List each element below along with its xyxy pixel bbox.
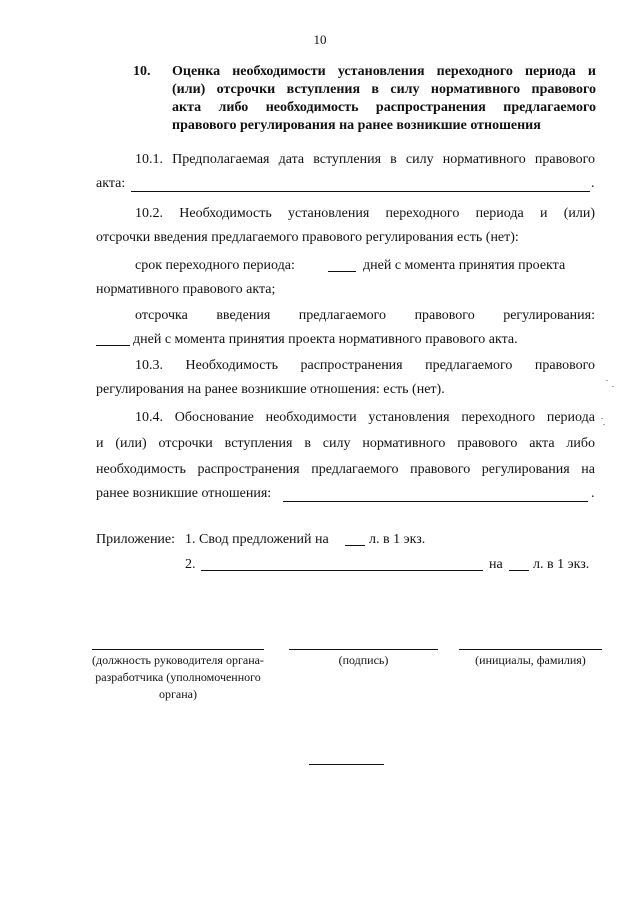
name-caption: (инициалы, фамилия) bbox=[475, 653, 586, 667]
closing-separator bbox=[309, 764, 384, 765]
section-heading-line-1: Оценка необходимости установления переходного периода и bbox=[172, 64, 596, 79]
page-number: 10 bbox=[313, 32, 327, 47]
justification-field-line[interactable] bbox=[283, 501, 588, 502]
attachment-item-2-pages-field[interactable] bbox=[509, 570, 529, 571]
date-field-line[interactable] bbox=[131, 191, 590, 192]
p102-line-1: 10.2. Необходимость установления переходного периода и (или) bbox=[135, 206, 595, 221]
transition-line-2: нормативного правового акта; bbox=[96, 282, 276, 297]
scan-speck bbox=[612, 386, 614, 387]
section-number: 10. bbox=[133, 64, 151, 79]
p104-end: . bbox=[591, 486, 595, 501]
transition-prefix: срок переходного периода: bbox=[135, 258, 295, 273]
signature-caption: (подпись) bbox=[338, 653, 389, 667]
position-caption: (должность руководителя органа-разработчика (уполномоченного органа) bbox=[92, 653, 264, 701]
position-signature-line[interactable] bbox=[92, 649, 264, 650]
p102-line-2: отсрочки введения предлагаемого правового регулирования есть (нет): bbox=[96, 230, 519, 245]
p104-line-2: и (или) отсрочки вступления в силу нормативного правового акта либо bbox=[96, 436, 595, 451]
deferral-line-1: отсрочка введения предлагаемого правового регулирования: bbox=[135, 308, 595, 323]
deferral-suffix: дней с момента принятия проекта нормативного правового акта. bbox=[133, 332, 518, 347]
name-signature-line[interactable] bbox=[459, 649, 602, 650]
transition-suffix: дней с момента принятия проекта bbox=[363, 258, 566, 273]
signature-line[interactable] bbox=[289, 649, 438, 650]
attachment-item-2-name-field[interactable] bbox=[201, 570, 483, 571]
section-heading-line-3: акта либо необходимость распространения предлагаемого bbox=[172, 100, 596, 115]
attachment-item-1-pages-field[interactable] bbox=[345, 545, 365, 546]
attachment-item-1-prefix: 1. Свод предложений на bbox=[185, 532, 329, 547]
p103-line-1: 10.3. Необходимость распространения предлагаемого правового bbox=[135, 358, 595, 373]
attachment-item-2-suffix: л. в 1 экз. bbox=[533, 557, 590, 572]
p101-label: акта: bbox=[96, 176, 126, 191]
attachment-item-1-suffix: л. в 1 экз. bbox=[369, 532, 426, 547]
p104-label: ранее возникшие отношения: bbox=[96, 486, 272, 501]
section-heading-line-4: правового регулирования на ранее возникшие отношения bbox=[172, 118, 541, 133]
attachment-label: Приложение: bbox=[96, 532, 176, 547]
attachment-item-2-on: на bbox=[489, 557, 503, 572]
p104-line-3: необходимость распространения предлагаемого правового регулирования на bbox=[96, 462, 595, 477]
scan-speck bbox=[606, 380, 608, 381]
p103-line-2: регулирования на ранее возникшие отношения: есть (нет). bbox=[96, 382, 445, 397]
deferral-days-field[interactable] bbox=[96, 345, 130, 346]
scan-speck bbox=[601, 418, 603, 419]
section-heading-line-2: (или) отсрочки вступления в силу нормативного правового bbox=[172, 82, 596, 97]
scan-speck bbox=[603, 424, 605, 425]
p101-end: . bbox=[591, 176, 595, 191]
p101-line-1: 10.1. Предполагаемая дата вступления в силу нормативного правового bbox=[135, 152, 595, 167]
p104-line-1: 10.4. Обоснование необходимости установления переходного периода bbox=[135, 410, 595, 425]
attachment-item-2-number: 2. bbox=[185, 557, 196, 572]
transition-days-field[interactable] bbox=[328, 271, 356, 272]
